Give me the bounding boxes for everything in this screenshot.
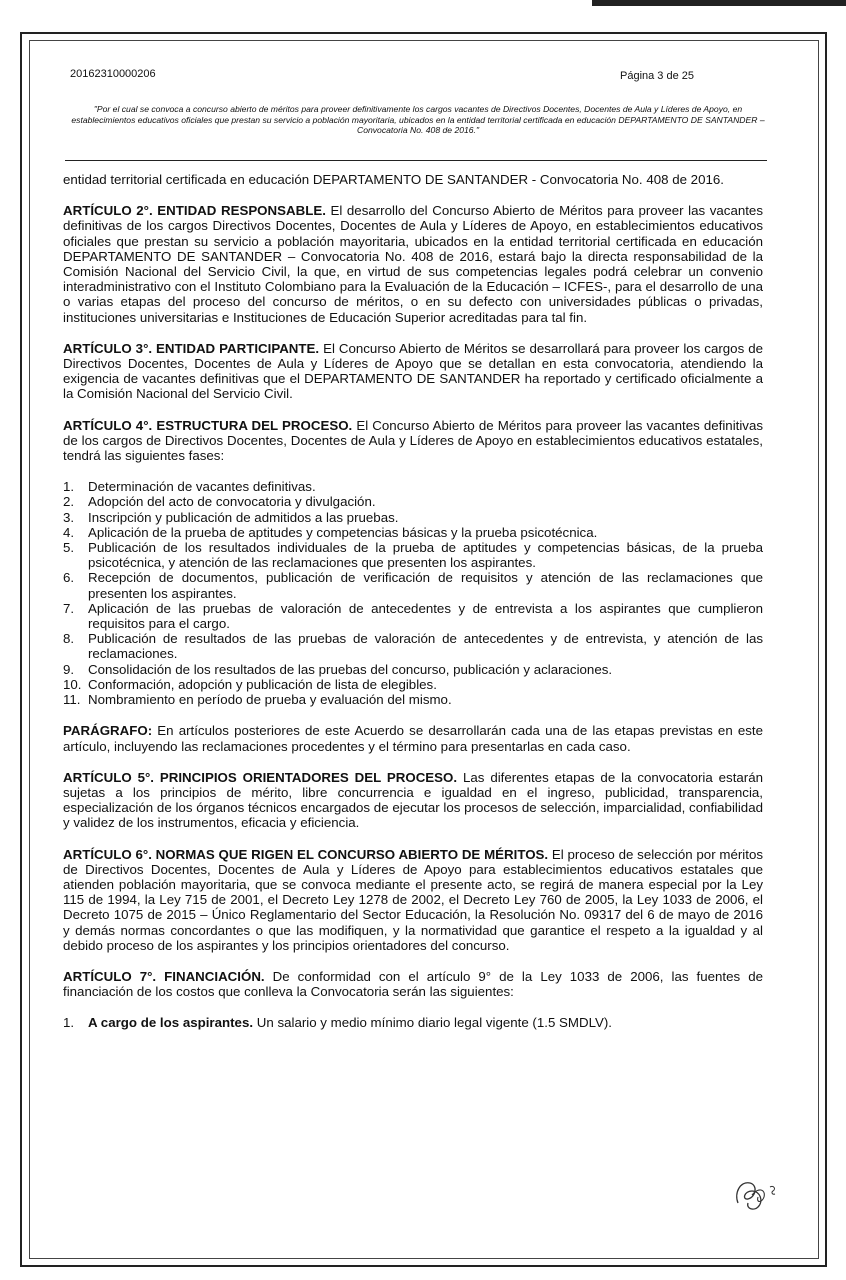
article-6 [63,847,763,953]
article-2-text: El desarrollo del Concurso Abierto de Méritos para proveer las vacantes definitivas de los cargos Directivos Docentes, Docentes de Aula y Líderes de Apoyo, en establecimientos educativos oficiales que prestan su servicio a población mayoritaria, ubicados en la entidad territorial certificada en educación DEPARTAMENTO DE SANTANDER – Convocatoria No. 408 de 2016, estará bajo la directa responsabilidad de la Comisión Nacional del Servicio Civil, la que, en virtud de sus competencias legales podrá celebrar un convenio interadministrativo con el Instituto Colombiano para la Evaluación de la Educación – ICFES-, para el desarrollo de una o varias etapas del proceso del concurso de méritos, o en su defecto con universidades públicas o privadas, instituciones universitarias e Instituciones de Educación Superior acreditadas para tal fin. [63,203,763,325]
list-item: 5. Publicación de los resultados individuales de la prueba de aptitudes y competencias básicas, de la prueba psicotécnica, y atención de las reclamaciones que presenten los aspirantes. [63,540,763,571]
list-item: 4. Aplicación de la prueba de aptitudes y competencias básicas y la prueba psicotécnica. [63,524,598,540]
process-phases-list [63,479,763,707]
list-item: 3. Inscripción y publicación de admitidos a las pruebas. [63,509,399,525]
financing-item-text: Un salario y medio mínimo diario legal vigente (1.5 SMDLV). [256,1015,612,1031]
list-item: 11. Nombramiento en período de prueba y evaluación del mismo. [63,692,452,708]
radicado-number: 20162310000206 [70,68,156,80]
article-7-text: De conformidad con el artículo 9° de la Ley 1033 de 2006, las fuentes de financiación de los costos que conlleva la Convocatoria serán las siguientes: [63,968,763,1000]
document-body [63,172,763,1031]
article-7 [63,969,763,999]
header-separator [65,160,767,161]
financing-item-heading: A cargo de los aspirantes. [88,1015,254,1031]
article-3-text: El Concurso Abierto de Méritos se desarrollará para proveer los cargos de Directivos Docentes, Docentes de Aula y Líderes de Apoyo que se detallan en esta convocatoria, atendiendo la exigencia de vacantes definitivas que el DEPARTAMENTO DE SANTANDER ha reportado y certificado oficialmente a la Comisión Nacional del Servicio Civil. [63,340,763,402]
paragrafo [63,723,763,753]
list-item: 1. Determinación de vacantes definitivas. [63,479,316,495]
article-6-heading: ARTÍCULO 6°. NORMAS QUE RIGEN EL CONCURSO ABIERTO DE MÉRITOS. [63,846,549,862]
article-4-text: El Concurso Abierto de Méritos para proveer las vacantes definitivas de los cargos de Directivos Docentes, Docentes de Aula y Líderes de Apoyo en establecimientos educativos estatales, tendrá las siguientes fases: [63,417,763,464]
page-number: Página 3 de 25 [620,70,695,82]
list-item: 8. Publicación de resultados de las pruebas de valoración de antecedentes y de entrevista, y atención de las reclamaciones. [63,631,763,662]
article-2 [63,203,763,325]
list-item: 10. Conformación, adopción y publicación de lista de elegibles. [63,676,437,692]
continuation-text: entidad territorial certificada en educación DEPARTAMENTO DE SANTANDER - Convocatoria No. 408 de 2016. [63,172,724,187]
initials-signature-icon [730,1173,790,1215]
article-2-heading: ARTÍCULO 2°. ENTIDAD RESPONSABLE. [63,203,326,219]
list-item: 6. Recepción de documentos, publicación de verificación de requisitos y atención de las reclamaciones que presenten los aspirantes. [63,570,763,601]
list-item: 9. Consolidación de los resultados de las pruebas del concurso, publicación y aclaraciones. [63,661,613,677]
paragrafo-heading: PARÁGRAFO: [63,723,153,739]
header-quote: "Por el cual se convoca a concurso abierto de méritos para proveer definitivamente los cargos vacantes de Directivos Docentes, Docentes de Aula y Líderes de Apoyo, en establecimientos educativos oficiales que prestan su servicio a población mayoritaria, ubicados en la entidad territorial certificada en educación DEPARTAMENTO DE SANTANDER – Convocatoria No. 408 de 2016." [71,104,765,136]
financing-list [63,1015,763,1030]
list-item: 1. A cargo de los aspirantes. Un salario y medio mínimo diario legal vigente (1.5 SMDLV). [63,1015,612,1031]
article-4 [63,418,763,464]
list-item: 7. Aplicación de las pruebas de valoración de antecedentes y de entrevista a los aspirantes que cumplieron requisitos para el cargo. [63,600,763,632]
top-edge-bar [592,0,846,6]
list-item: 2. Adopción del acto de convocatoria y divulgación. [63,494,376,510]
article-3-heading: ARTÍCULO 3°. ENTIDAD PARTICIPANTE. [63,340,320,356]
article-3 [63,341,763,402]
paragrafo-text: En artículos posteriores de este Acuerdo se desarrollarán cada una de las etapas previstas en este artículo, incluyendo las reclamaciones procedentes y el término para presentarlas en cada caso. [63,723,763,754]
article-5-text: Las diferentes etapas de la convocatoria estarán sujetas a los principios de mérito, libre concurrencia e igualdad en el ingreso, publicidad, transparencia, especialización de los órganos técnicos encargados de ejecutar los procesos de selección, imparcialidad, confiabilidad y validez de los instrumentos, eficacia y eficiencia. [63,769,764,831]
article-5-heading: ARTÍCULO 5°. PRINCIPIOS ORIENTADORES DEL PROCESO. [63,769,458,785]
article-7-heading: ARTÍCULO 7°. FINANCIACIÓN. [63,968,265,984]
article-6-text: El proceso de selección por méritos de Directivos Docentes, Docentes de Aula y Líderes de Apoyo para establecimientos educativos estatales que atienden población mayoritaria, que se convoca mediante el presente acto, se regirá de manera especial por la Ley 115 de 1994, la Ley 715 de 2001, el Decreto Ley 1278 de 2002, el Decreto Ley 760 de 2005, la Ley 1033 de 2006, el Decreto 1075 de 2015 – Único Reglamentario del Sector Educación, la Resolución No. 09317 del 6 de mayo de 2016 y demás normas concordantes o que las modifiquen, y la normatividad que garantice el respeto a la igualdad y al debido proceso de los aspirantes y los principios orientadores del concurso. [63,846,763,953]
article-5 [63,770,763,831]
article-4-heading: ARTÍCULO 4°. ESTRUCTURA DEL PROCESO. [63,417,353,433]
